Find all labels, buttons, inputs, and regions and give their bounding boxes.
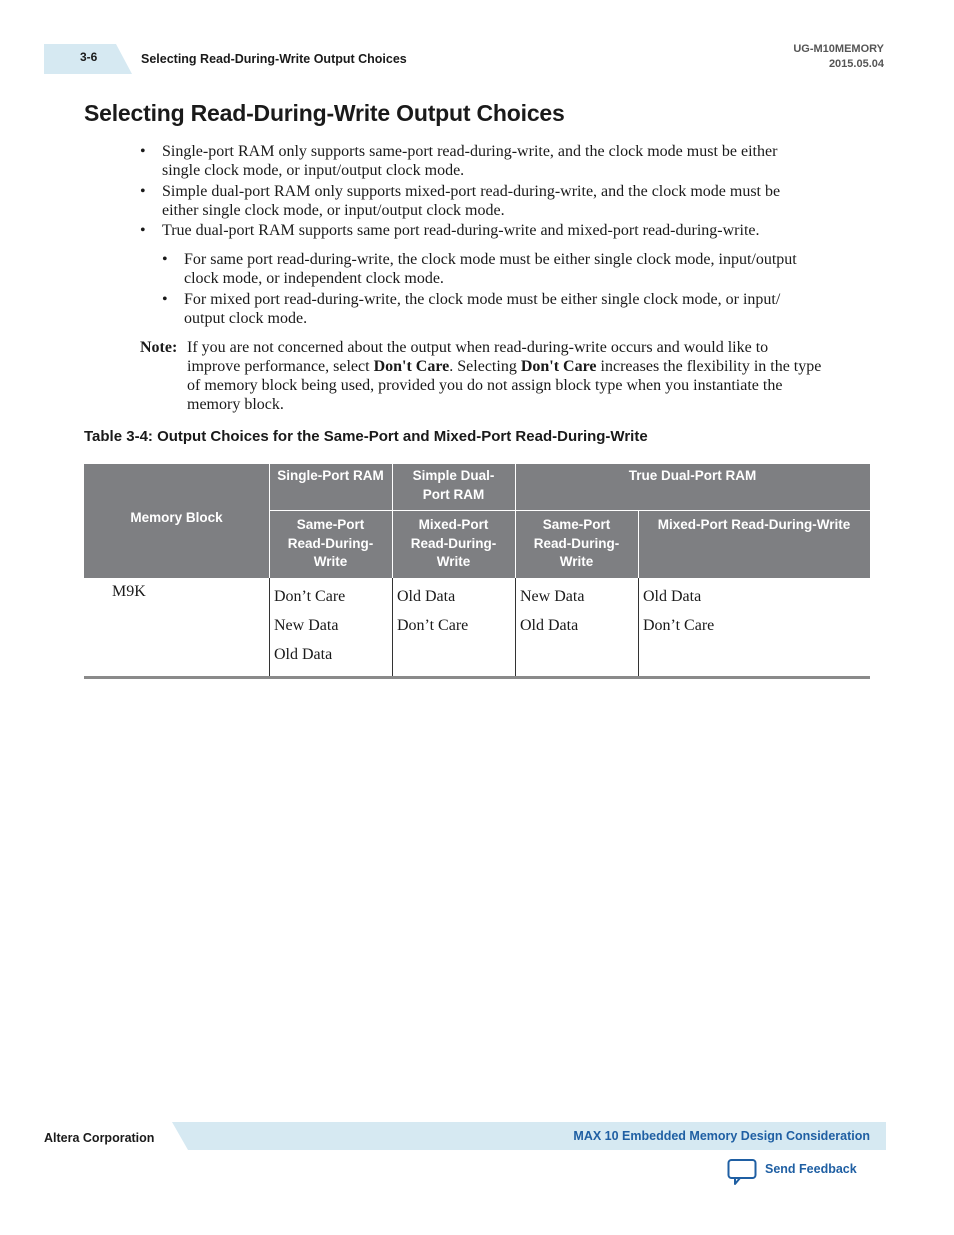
bullet-item: • Single-port RAM only supports same-port read-during-write, and the clock mode must be either single clock mode, or input/output clock mode.: [162, 142, 852, 180]
bullet-line: Simple dual-port RAM only supports mixed-port read-during-write, and the clock mode must be: [162, 183, 781, 200]
bullet-item: • Simple dual-port RAM only supports mixed-port read-during-write, and the clock mode must be either single clock mode, or input/output clock mode.: [162, 182, 852, 220]
bullet-line: Single-port RAM only supports same-port read-during-write, and the clock mode must be either: [162, 143, 778, 160]
note-text: [187, 338, 862, 414]
bullet-line: output clock mode.: [184, 310, 308, 327]
sub-bullet-item: • For same port read-during-write, the clock mode must be either single clock mode, input/output clock mode, or independent clock mode.: [184, 250, 864, 288]
page-title: Selecting Read-During-Write Output Choices: [84, 100, 565, 126]
header-single-port: Single-Port RAM: [269, 464, 392, 511]
doc-date-text: 2015.05.04: [828, 58, 884, 70]
note-label: Note:: [140, 339, 178, 356]
bullet-line: For same port read-during-write, the clock mode must be either single clock mode, input/output: [184, 251, 797, 268]
send-feedback-label[interactable]: Send Feedback: [765, 1162, 857, 1176]
cell-memory-block: M9K: [112, 583, 146, 600]
footer-company: Altera Corporation: [44, 1131, 155, 1145]
bullet-item: • True dual-port RAM supports same port read-during-write and mixed-port read-during-write.: [162, 221, 852, 240]
table-caption: Table 3-4: Output Choices for the Same-Port and Mixed-Port Read-During-Write: [84, 428, 648, 445]
bullet-line: clock mode, or independent clock mode.: [184, 270, 444, 287]
doc-id-text: UG-M10MEMORY: [793, 43, 884, 55]
header-true-dual: True Dual-Port RAM: [515, 464, 870, 511]
cell-true-dual-same: New Data Old Data: [520, 588, 585, 634]
cell-single-port: Don’t Care New Data Old Data: [274, 588, 346, 663]
header-same-port: Same-Port Read-During- Write: [515, 511, 638, 578]
header-mixed-port-rdw: Mixed-Port Read-During-Write: [638, 511, 870, 578]
header-same-port: Same-Port Read-During- Write: [269, 511, 392, 578]
bullet-line: True dual-port RAM supports same port read-during-write and mixed-port read-during-write.: [162, 222, 760, 239]
sub-bullet-item: • For mixed port read-during-write, the clock mode must be either single clock mode, or input/ output clock mode.: [184, 290, 864, 328]
bullet-line: For mixed port read-during-write, the clock mode must be either single clock mode, or input/: [184, 291, 781, 308]
bullet-line: either single clock mode, or input/output clock mode.: [162, 202, 505, 219]
running-header-title: Selecting Read-During-Write Output Choices: [141, 52, 407, 66]
note-line: If you are not concerned about the output when read-during-write occurs and would like to: [187, 339, 769, 356]
table-bottom-rule: [84, 676, 870, 679]
note-line: of memory block being used, provided you do not assign block type when you instantiate the: [187, 377, 783, 394]
header-mixed-port: Mixed-Port Read-During- Write: [392, 511, 515, 578]
header-simple-dual: Simple Dual- Port RAM: [392, 464, 515, 511]
footer-doc-title[interactable]: MAX 10 Embedded Memory Design Consideration: [573, 1129, 870, 1143]
header-memory-block: Memory Block: [84, 464, 269, 578]
note-line: improve performance, select Don't Care. Selecting Don't Care increases the flexibility in the type: [187, 358, 822, 375]
note-line: memory block.: [187, 396, 284, 413]
cell-true-dual-mixed: Old Data Don’t Care: [643, 588, 715, 634]
document-id: [793, 42, 884, 72]
feedback-icon: [727, 1158, 757, 1186]
cell-simple-dual: Old Data Don’t Care: [397, 588, 469, 634]
page-number: 3-6: [80, 50, 98, 64]
bullet-line: single clock mode, or input/output clock mode.: [162, 162, 465, 179]
send-feedback-link[interactable]: [727, 1158, 867, 1188]
